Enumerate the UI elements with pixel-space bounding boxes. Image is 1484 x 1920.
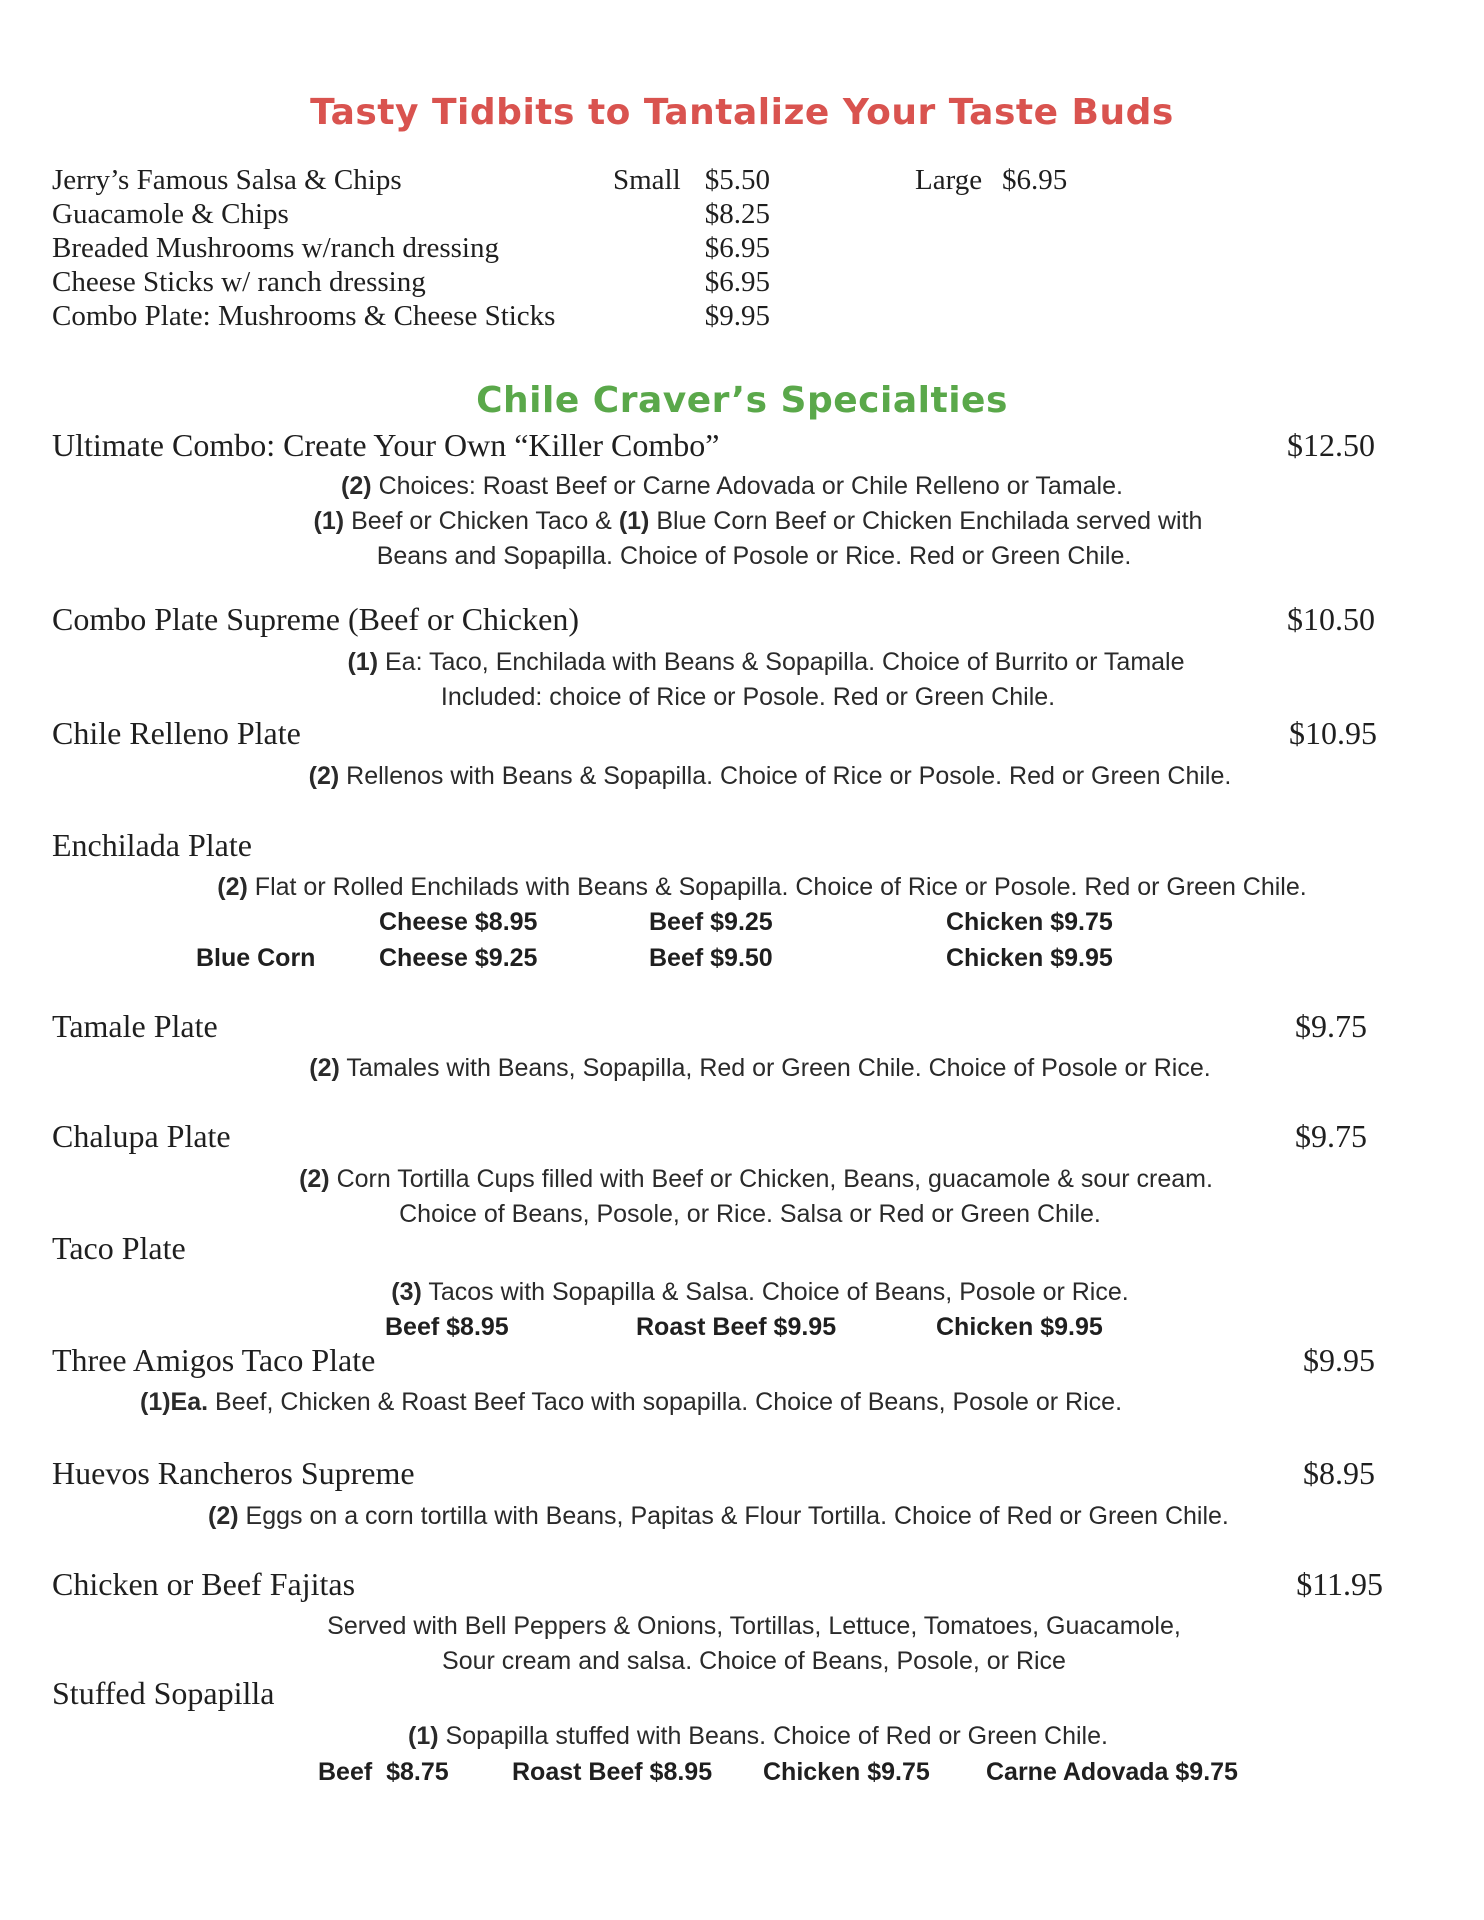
price-option: Beef $8.95 [385, 1313, 509, 1341]
appetizer-name: Cheese Sticks w/ ranch dressing [52, 266, 426, 298]
appetizers-title: Tasty Tidbits to Tantalize Your Taste Buds [310, 92, 1174, 133]
price-option: Roast Beef $8.95 [512, 1758, 713, 1786]
price-option: Chicken $9.95 [946, 944, 1113, 972]
specialties-title: Chile Craver’s Specialties [476, 380, 1008, 421]
price-option: Chicken $9.95 [936, 1313, 1103, 1341]
menu-item-description: Sour cream and salsa. Choice of Beans, Posole, or Rice [442, 1647, 1066, 1675]
menu-item-name: Combo Plate Supreme (Beef or Chicken) [52, 601, 579, 637]
appetizer-name: Combo Plate: Mushrooms & Cheese Sticks [52, 300, 556, 332]
menu-item-description: (2) Corn Tortilla Cups filled with Beef or Chicken, Beans, guacamole & sour cream. [299, 1165, 1213, 1193]
menu-item-price: $10.50 [1287, 601, 1375, 637]
price-option: Beef $8.75 [318, 1758, 449, 1786]
price-option: Roast Beef $9.95 [636, 1313, 837, 1341]
price-option: Cheese $9.25 [379, 944, 538, 972]
appetizer-size-label: Small [613, 164, 681, 196]
menu-item-description: (2) Rellenos with Beans & Sopapilla. Choice of Rice or Posole. Red or Green Chile. [308, 762, 1232, 790]
menu-item-price: $12.50 [1287, 427, 1375, 463]
menu-item-name: Huevos Rancheros Supreme [52, 1455, 415, 1491]
price-option: Cheese $8.95 [379, 908, 538, 936]
menu-item-price: $11.95 [1296, 1566, 1383, 1602]
menu-item-name: Chile Relleno Plate [52, 715, 301, 751]
appetizer-price: $9.95 [704, 300, 770, 332]
menu-item-price: $9.75 [1295, 1118, 1367, 1154]
price-option: Chicken $9.75 [946, 908, 1113, 936]
menu-item-description: (2) Flat or Rolled Enchilads with Beans & Sopapilla. Choice of Rice or Posole. Red or Green Chile. [217, 873, 1307, 901]
menu-item-description: (2) Eggs on a corn tortilla with Beans, Papitas & Flour Tortilla. Choice of Red or Green Chile. [208, 1502, 1229, 1530]
appetizer-price: $6.95 [704, 232, 770, 264]
menu-item-price: $9.75 [1295, 1008, 1367, 1044]
menu-item-description: (1) Ea: Taco, Enchilada with Beans & Sopapilla. Choice of Burrito or Tamale [347, 648, 1185, 676]
appetizer-price: $6.95 [704, 266, 770, 298]
price-option: Beef $9.50 [649, 944, 773, 972]
menu-item-name: Tamale Plate [52, 1008, 218, 1044]
menu-item-description: (1)Ea. Beef, Chicken & Roast Beef Taco with sopapilla. Choice of Beans, Posole or Rice. [140, 1388, 1123, 1416]
appetizer-size-label: Large [915, 164, 983, 196]
menu-item-description: (1) Beef or Chicken Taco & (1) Blue Corn Beef or Chicken Enchilada served with [313, 507, 1203, 535]
appetizer-price: $6.95 [1002, 164, 1068, 196]
price-option-label: Blue Corn [196, 944, 316, 972]
menu-item-price: $8.95 [1303, 1455, 1375, 1491]
menu-item-description: (3) Tacos with Sopapilla & Salsa. Choice of Beans, Posole or Rice. [391, 1278, 1129, 1306]
appetizer-price: $5.50 [704, 164, 770, 196]
menu-item-description: (2) Tamales with Beans, Sopapilla, Red or Green Chile. Choice of Posole or Rice. [309, 1054, 1211, 1082]
appetizer-name: Breaded Mushrooms w/ranch dressing [52, 232, 499, 264]
menu-item-name: Stuffed Sopapilla [52, 1675, 275, 1711]
menu-item-name: Chalupa Plate [52, 1118, 231, 1154]
menu-item-description: (2) Choices: Roast Beef or Carne Adovada or Chile Relleno or Tamale. [341, 472, 1123, 500]
appetizer-name: Jerry’s Famous Salsa & Chips [52, 164, 402, 196]
appetizer-price: $8.25 [704, 198, 770, 230]
menu-item-description: Included: choice of Rice or Posole. Red or Green Chile. [440, 683, 1056, 711]
menu-item-name: Ultimate Combo: Create Your Own “Killer Combo” [52, 427, 720, 463]
menu-item-description: Choice of Beans, Posole, or Rice. Salsa or Red or Green Chile. [399, 1200, 1101, 1228]
menu-item-price: $10.95 [1289, 715, 1377, 751]
menu-item-price: $9.95 [1303, 1342, 1375, 1378]
menu-item-name: Taco Plate [52, 1230, 186, 1266]
menu-item-description: (1) Sopapilla stuffed with Beans. Choice of Red or Green Chile. [408, 1722, 1108, 1750]
menu-item-description: Served with Bell Peppers & Onions, Tortillas, Lettuce, Tomatoes, Guacamole, [327, 1612, 1181, 1640]
appetizer-name: Guacamole & Chips [52, 198, 289, 230]
price-option: Beef $9.25 [649, 908, 773, 936]
menu-item-name: Enchilada Plate [52, 827, 252, 863]
price-option: Carne Adovada $9.75 [986, 1758, 1238, 1786]
menu-item-name: Chicken or Beef Fajitas [52, 1566, 356, 1602]
price-option: Chicken $9.75 [763, 1758, 930, 1786]
menu-item-name: Three Amigos Taco Plate [52, 1342, 376, 1378]
menu-item-description: Beans and Sopapilla. Choice of Posole or Rice. Red or Green Chile. [376, 542, 1132, 570]
